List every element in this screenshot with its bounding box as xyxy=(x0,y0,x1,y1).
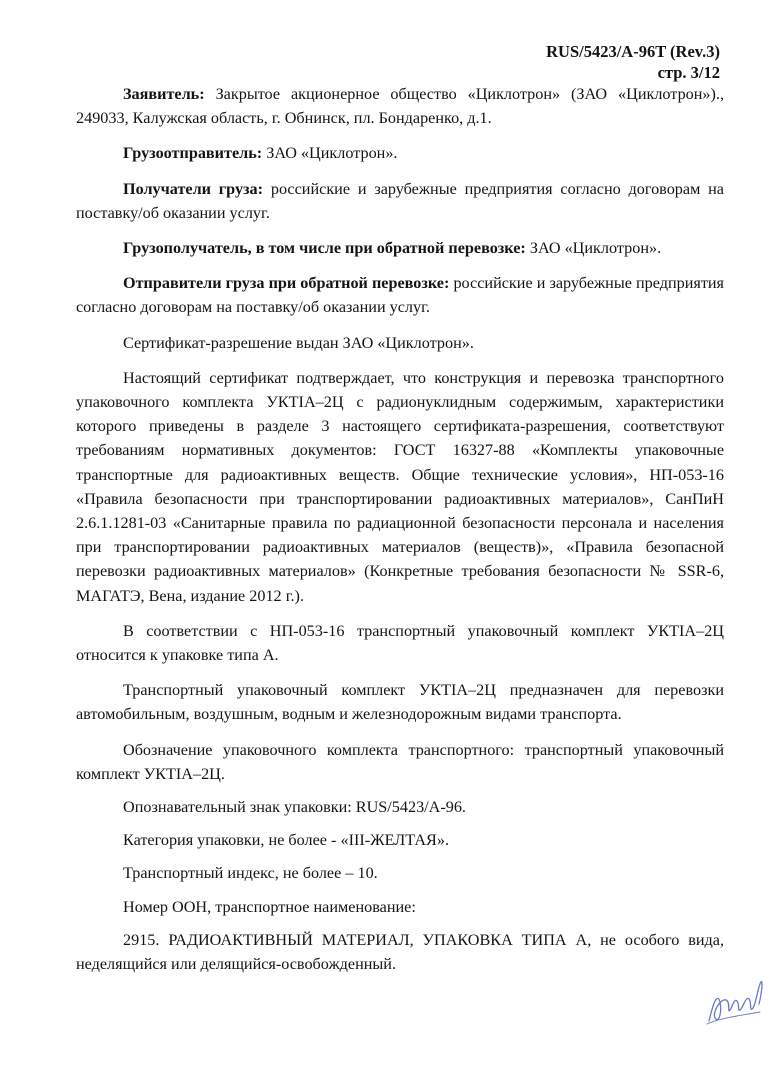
text-consignee: ЗАО «Циклотрон». xyxy=(525,239,662,258)
paragraph-package-type: В соответствии с НП-053-16 транспортный упаковочный комплект УКТIA–2Ц относится к упаковке типа А. xyxy=(76,621,724,665)
paragraph-certificate-confirms: Настоящий сертификат подтверждает, что конструкция и перевозка транспортного упаковочного комплекта УКТIA–2Ц с радионуклидным содержимым, характеристики которого приведены в разделе 3 настоящего сертификата-разрешения, соответствуют требованиям нормативных документов: ГОСТ 16327-88 «Комплекты упаковочные транспортные для радиоактивных веществ. Общие технические условия», НП-053-16 «Правила безопасности при транспортировании радиоактивных материалов», СанПиН 2.6.1.1281-03 «Санитарные правила по радиационной безопасности персонала и населения при транспортировании радиоактивных материалов (веществ)», «Правила безопасной перевозки радиоактивных материалов» (Конкретные требования безопасности № SSR-6, МАГАТЭ, Вена, издание 2012 г.). xyxy=(76,368,724,605)
paragraph-un-number-label: Номер ООН, транспортное наименование: xyxy=(123,897,416,916)
paragraph-un-number-value: 2915. РАДИОАКТИВНЫЙ МАТЕРИАЛ, УПАКОВКА ТИПА А, не особого вида, неделящийся или делящийся-освобожденный. xyxy=(76,930,724,974)
paragraph-shipper xyxy=(76,141,724,165)
paragraph-package-category: Категория упаковки, не более - «III-ЖЕЛТАЯ». xyxy=(123,831,449,850)
paragraph-return-senders xyxy=(76,271,724,319)
paragraph-recipients xyxy=(76,177,724,225)
label-recipients: Получатели груза: xyxy=(123,179,264,198)
label-consignee: Грузополучатель, в том числе при обратной перевозке: xyxy=(123,239,526,258)
text-shipper: ЗАО «Циклотрон». xyxy=(262,144,398,163)
paragraph-issued-to: Сертификат-разрешение выдан ЗАО «Циклотрон». xyxy=(123,333,474,352)
label-shipper: Грузоотправитель: xyxy=(123,144,263,163)
label-applicant: Заявитель: xyxy=(123,85,205,103)
text-recipients: российские и зарубежные предприятия согласно договорам на поставку/об оказании услуг. xyxy=(76,179,724,222)
document-number: RUS/5423/A-96T (Rev.3) xyxy=(546,42,720,61)
text-applicant: Закрытое акционерное общество «Циклотрон» (ЗАО «Циклотрон»)., 249033, Калужская область, г. Обнинск, пл. Бондаренко, д.1. xyxy=(76,85,724,128)
paragraph-designation: Обозначение упаковочного комплекта транспортного: транспортный упаковочный комплект УКТIA–2Ц. xyxy=(76,740,724,783)
paragraph-transport-index: Транспортный индекс, не более – 10. xyxy=(123,864,378,883)
page-number: стр. 3/12 xyxy=(657,63,720,82)
label-return-senders: Отправители груза при обратной перевозке: xyxy=(123,274,450,293)
paragraph-transport-modes: Транспортный упаковочный комплект УКТIA–2Ц предназначен для перевозки автомобильным, воздушным, водным и железнодорожным видами транспорта. xyxy=(76,681,724,724)
paragraph-applicant xyxy=(76,82,724,130)
paragraph-consignee xyxy=(76,236,724,260)
paragraph-identification-mark: Опознавательный знак упаковки: RUS/5423/A-96. xyxy=(123,798,466,817)
document-body xyxy=(76,82,724,976)
signature-icon xyxy=(700,966,770,1032)
text-return-senders: российские и зарубежные предприятия согласно договорам на поставку/об оказании услуг. xyxy=(76,274,724,317)
